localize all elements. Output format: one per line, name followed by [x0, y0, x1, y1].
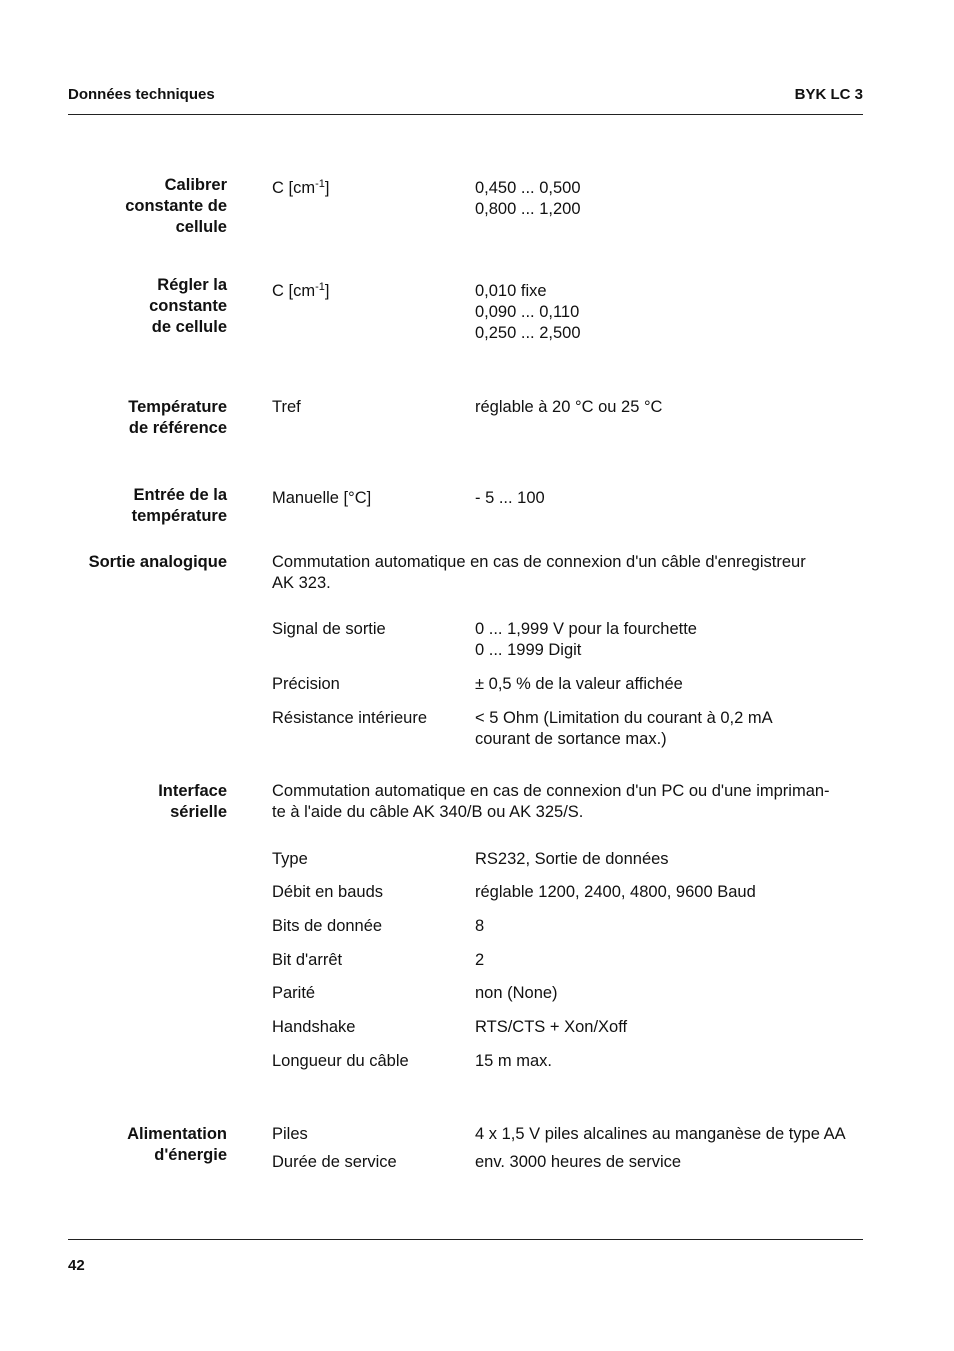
serial-interface-label [60, 781, 227, 823]
analog-output-intro [272, 552, 867, 594]
value-line: 0 ... 1999 Digit [475, 641, 582, 659]
param-text: C [cm [272, 179, 316, 197]
set-constant-values [475, 281, 581, 344]
label-line: Calibrer [164, 176, 227, 194]
label-line: Interface [158, 782, 227, 800]
internal-resistance-param: Résistance intérieure [272, 709, 427, 727]
label-line: Alimentation [127, 1125, 227, 1143]
calibrate-values [475, 178, 581, 220]
tref-param: Tref [272, 398, 301, 416]
tref-value: réglable à 20 °C ou 25 °C [475, 398, 663, 416]
header-product-name: BYK LC 3 [794, 86, 863, 103]
value-line: 0 ... 1,999 V pour la fourchette [475, 620, 697, 638]
footer-divider [68, 1239, 863, 1240]
label-line: de référence [128, 419, 227, 437]
param-text: C [cm [272, 282, 316, 300]
cable-length-value: 15 m max. [475, 1052, 553, 1070]
temperature-input-value: - 5 ... 100 [475, 489, 545, 507]
analog-output-label [60, 552, 227, 573]
baud-rate-param: Débit en bauds [272, 883, 383, 901]
intro-line: AK 323. [272, 574, 331, 592]
data-bits-value: 8 [475, 917, 485, 935]
stop-bit-value: 2 [475, 951, 485, 969]
intro-line: te à l'aide du câble AK 340/B ou AK 325/S. [272, 803, 584, 821]
output-signal-param: Signal de sortie [272, 620, 386, 638]
type-param: Type [272, 850, 308, 868]
type-value: RS232, Sortie de données [475, 850, 669, 868]
baud-rate-value: réglable 1200, 2400, 4800, 9600 Baud [475, 883, 756, 901]
handshake-value: RTS/CTS + Xon/Xoff [475, 1018, 628, 1036]
internal-resistance-values [475, 708, 773, 750]
stop-bit-param: Bit d'arrêt [272, 951, 343, 969]
intro-line: Commutation automatique en cas de connexion d'un câble d'enregistreur [272, 553, 806, 571]
value-line: 0,090 ... 0,110 [475, 303, 580, 321]
parity-param: Parité [272, 984, 316, 1002]
value-line: 0,010 fixe [475, 282, 547, 300]
handshake-param: Handshake [272, 1018, 356, 1036]
page-number: 42 [68, 1257, 85, 1274]
label-line: d'énergie [154, 1146, 227, 1164]
label-line: Sortie analogique [88, 553, 227, 571]
calibrate-cell-constant-label [60, 175, 227, 238]
power-supply-label [60, 1124, 227, 1166]
label-line: cellule [175, 218, 227, 236]
label-line: Entrée de la [133, 486, 227, 504]
value-line: 0,250 ... 2,500 [475, 324, 581, 342]
value-line: 0,800 ... 1,200 [475, 200, 581, 218]
value-line: courant de sortance max.) [475, 730, 667, 748]
label-line: constante de [125, 197, 227, 215]
temperature-input-label [60, 485, 227, 527]
param-text: ] [324, 282, 330, 300]
header-divider [68, 114, 863, 115]
value-line: ± 0,5 % de la valeur affichée [475, 675, 683, 693]
intro-line: Commutation automatique en cas de connexion d'un PC ou d'une impriman- [272, 782, 830, 800]
batteries-param: Piles [272, 1125, 308, 1143]
output-signal-values [475, 619, 697, 661]
precision-values [475, 674, 683, 695]
label-line: sérielle [170, 803, 227, 821]
header-section-title: Données techniques [68, 86, 215, 103]
service-life-value: env. 3000 heures de service [475, 1153, 682, 1171]
serial-interface-intro [272, 781, 867, 823]
reference-temperature-label [60, 397, 227, 439]
set-constant-param [272, 281, 329, 302]
label-line: constante [149, 297, 227, 315]
batteries-value: 4 x 1,5 V piles alcalines au manganèse de type AA [475, 1125, 846, 1143]
label-line: température [131, 507, 227, 525]
param-superscript: -1 [315, 178, 325, 190]
cable-length-param: Longueur du câble [272, 1052, 409, 1070]
param-text: ] [324, 179, 330, 197]
param-superscript: -1 [315, 281, 325, 293]
set-cell-constant-label [60, 275, 227, 338]
precision-param: Précision [272, 675, 340, 693]
value-line: 0,450 ... 0,500 [475, 179, 581, 197]
temperature-input-param: Manuelle [°C] [272, 489, 372, 507]
label-line: Régler la [157, 276, 227, 294]
parity-value: non (None) [475, 984, 558, 1002]
service-life-param: Durée de service [272, 1153, 397, 1171]
calibrate-param [272, 178, 329, 199]
label-line: de cellule [151, 318, 227, 336]
value-line: < 5 Ohm (Limitation du courant à 0,2 mA [475, 709, 773, 727]
label-line: Température [128, 398, 227, 416]
data-bits-param: Bits de donnée [272, 917, 383, 935]
